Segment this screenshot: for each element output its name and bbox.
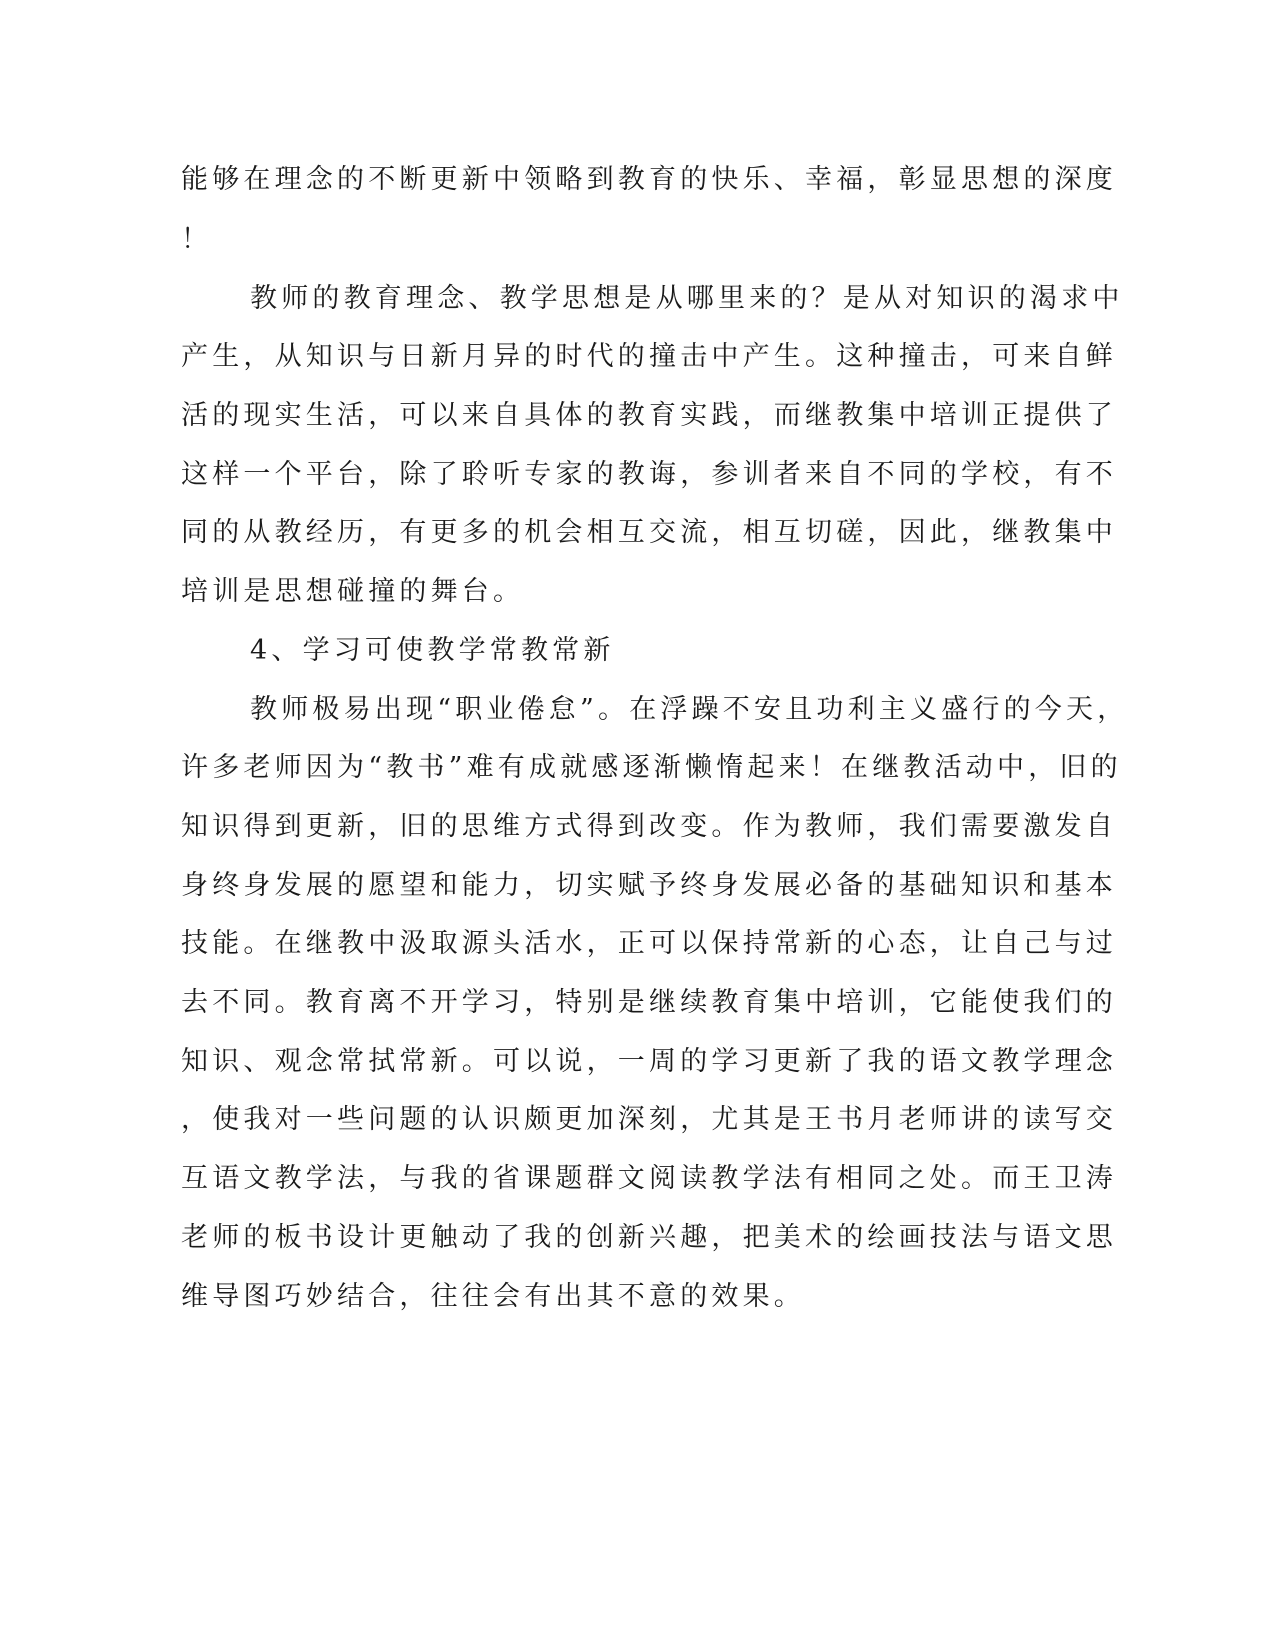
text-line-14: 技能。在继教中汲取源头活水，正可以保持常新的心态，让自己与过 bbox=[181, 928, 1117, 959]
text-line-15: 去不同。教育离不开学习，特别是继续教育集中培训，它能使我们的 bbox=[181, 987, 1117, 1018]
text-line-1: 能够在理念的不断更新中领略到教育的快乐、幸福，彰显思想的深度 bbox=[181, 164, 1117, 195]
text-line-10: 教师极易出现“职业倦怠”。在浮躁不安且功利主义盛行的今天， bbox=[250, 694, 1129, 725]
text-line-16: 知识、观念常拭常新。可以说，一周的学习更新了我的语文教学理念 bbox=[181, 1046, 1117, 1077]
text-line-8: 培训是思想碰撞的舞台。 bbox=[181, 576, 525, 607]
text-line-20: 维导图巧妙结合，往往会有出其不意的效果。 bbox=[181, 1281, 805, 1312]
text-line-13: 身终身发展的愿望和能力，切实赋予终身发展必备的基础知识和基本 bbox=[181, 870, 1117, 901]
text-line-4: 产生，从知识与日新月异的时代的撞击中产生。这种撞击，可来自鲜 bbox=[181, 341, 1117, 372]
text-line-5: 活的现实生活，可以来自具体的教育实践，而继教集中培训正提供了 bbox=[181, 400, 1117, 431]
text-line-12: 知识得到更新，旧的思维方式得到改变。作为教师，我们需要激发自 bbox=[181, 811, 1117, 842]
text-line-3: 教师的教育理念、教学思想是从哪里来的？是从对知识的渴求中 bbox=[250, 283, 1124, 314]
text-line-7: 同的从教经历，有更多的机会相互交流，相互切磋，因此，继教集中 bbox=[181, 517, 1117, 548]
text-line-11: 许多老师因为“教书”难有成就感逐渐懒惰起来！在继教活动中，旧的 bbox=[181, 752, 1122, 783]
text-line-18: 互语文教学法，与我的省课题群文阅读教学法有相同之处。而王卫涛 bbox=[181, 1163, 1117, 1194]
text-line-19: 老师的板书设计更触动了我的创新兴趣，把美术的绘画技法与语文思 bbox=[181, 1222, 1117, 1253]
text-line-2: ！ bbox=[181, 224, 213, 255]
section-heading: 4、学习可使教学常教常新 bbox=[250, 635, 615, 666]
text-line-17: ，使我对一些问题的认识颇更加深刻，尤其是王书月老师讲的读写交 bbox=[181, 1104, 1117, 1135]
text-line-6: 这样一个平台，除了聆听专家的教诲，参训者来自不同的学校，有不 bbox=[181, 459, 1117, 490]
